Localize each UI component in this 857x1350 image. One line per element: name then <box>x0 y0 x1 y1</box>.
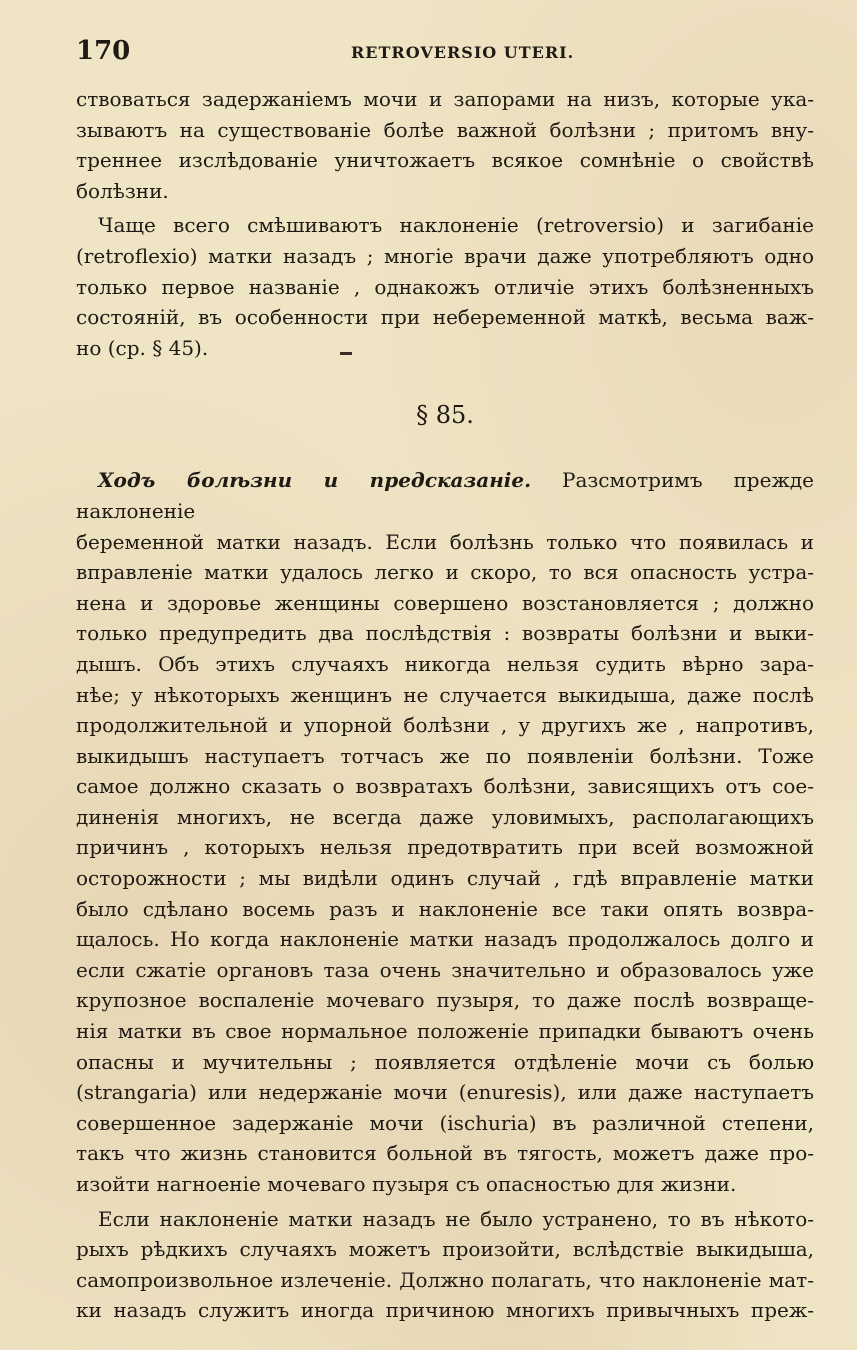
paragraph-4 <box>76 1204 814 1326</box>
body-text <box>76 84 814 1326</box>
text-line: Чаще всего смѣшиваютъ наклоненіе (retroversio) и загибаніе <box>98 213 814 238</box>
text-line: нія матки въ свое нормальное положеніе припадки бываютъ очень <box>76 1019 814 1044</box>
text-line: щалось. Но когда наклоненіе матки назадъ продолжалось долго и <box>76 927 814 952</box>
text-line: если сжатіе органовъ таза очень значительно и образовалось уже <box>76 957 814 982</box>
text-line: только предупредить два послѣдствія : возвраты болѣзни и выки- <box>76 621 814 646</box>
text-line: беременной матки назадъ. Если болѣзнь только что появилась и <box>76 529 814 554</box>
text-line: диненія многихъ, не всегда даже уловимыхъ, располагающихъ <box>76 804 814 829</box>
paragraph-2 <box>76 210 814 363</box>
text-line: (retroflexio) матки назадъ ; многіе врачи даже употребляютъ одно <box>76 243 814 268</box>
text-line: самопроизвольное излеченіе. Должно полагать, что наклоненіе мат- <box>76 1267 814 1292</box>
text-line: осторожности ; мы видѣли одинъ случай , гдѣ вправленіе матки <box>76 866 814 891</box>
text-line: ствоваться задержаніемъ мочи и запорами на низъ, которые ука- <box>76 87 814 111</box>
text-line: было сдѣлано восемь разъ и наклоненіе все таки опять возвра- <box>76 896 814 921</box>
text-fragment: Разсмотримъ прежде наклоненіе <box>76 468 814 523</box>
text-line: выкидышъ наступаетъ тотчасъ же по появленіи болѣзни. Тоже <box>76 743 814 768</box>
text-line: только первое названіе , однакожъ отличіе этихъ болѣзненныхъ <box>76 274 814 299</box>
paragraph-3 <box>76 465 814 1199</box>
running-head: RETROVERSIO UTERI. <box>351 43 575 62</box>
text-line: опасны и мучительны ; появляется отдѣленіе мочи съ болью <box>76 1049 814 1074</box>
text-line: состояній, въ особенности при небеременной маткѣ, весьма важ- <box>76 305 814 330</box>
text-line: совершенное задержаніе мочи (ischuria) въ различной степени, <box>76 1110 814 1135</box>
text-line: крупозное воспаленіе мочеваго пузыря, то даже послѣ возвраще- <box>76 988 814 1013</box>
page-header <box>76 36 816 70</box>
text-line: (strangaria) или недержаніе мочи (enuresis), или даже наступаетъ <box>76 1080 814 1105</box>
text-line: изойти нагноеніе мочеваго пузыря съ опасностью для жизни. <box>76 1172 737 1196</box>
section-lead-title: Ходъ болѣзни и предсказаніе. <box>98 468 532 493</box>
section-heading: § 85. <box>416 401 474 430</box>
text-line: но (ср. § 45). <box>76 335 209 360</box>
text-line: зываютъ на существованіе болѣе важной болѣзни ; притомъ вну- <box>76 117 814 142</box>
text-line: вправленіе матки удалось легко и скоро, то вся опасность устра- <box>76 560 814 585</box>
text-line: рыхъ рѣдкихъ случаяхъ можетъ произойти, вслѣдствіе выкидыша, <box>76 1237 814 1262</box>
text-line: причинъ , которыхъ нельзя предотвратить при всей возможной <box>76 835 814 860</box>
text-line: нѣе; у нѣкоторыхъ женщинъ не случается выкидыша, даже послѣ <box>76 682 814 707</box>
text-line: Если наклоненіе матки назадъ не было устранено, то въ нѣкото- <box>98 1206 814 1231</box>
text-line: нена и здоровье женщины совершено возстановляется ; должно <box>76 590 814 615</box>
text-line: такъ что жизнь становится больной въ тягость, можетъ даже про- <box>76 1141 814 1166</box>
text-line: ки назадъ служитъ иногда причиною многихъ привычныхъ преж- <box>76 1298 814 1323</box>
text-line: дышъ. Объ этихъ случаяхъ никогда нельзя судить вѣрно зара- <box>76 651 814 676</box>
text-line: продолжительной и упорной болѣзни , у другихъ же , напротивъ, <box>76 713 814 738</box>
paragraph-1 <box>76 84 814 206</box>
text-line: самое должно сказать о возвратахъ болѣзни, зависящихъ отъ сое- <box>76 774 814 799</box>
text-line: треннее изслѣдованіе уничтожаетъ всякое сомнѣніе о свойствѣ <box>76 148 814 173</box>
text-line-lead <box>76 465 814 526</box>
text-line: болѣзни. <box>76 178 169 203</box>
page-number: 170 <box>76 36 131 66</box>
